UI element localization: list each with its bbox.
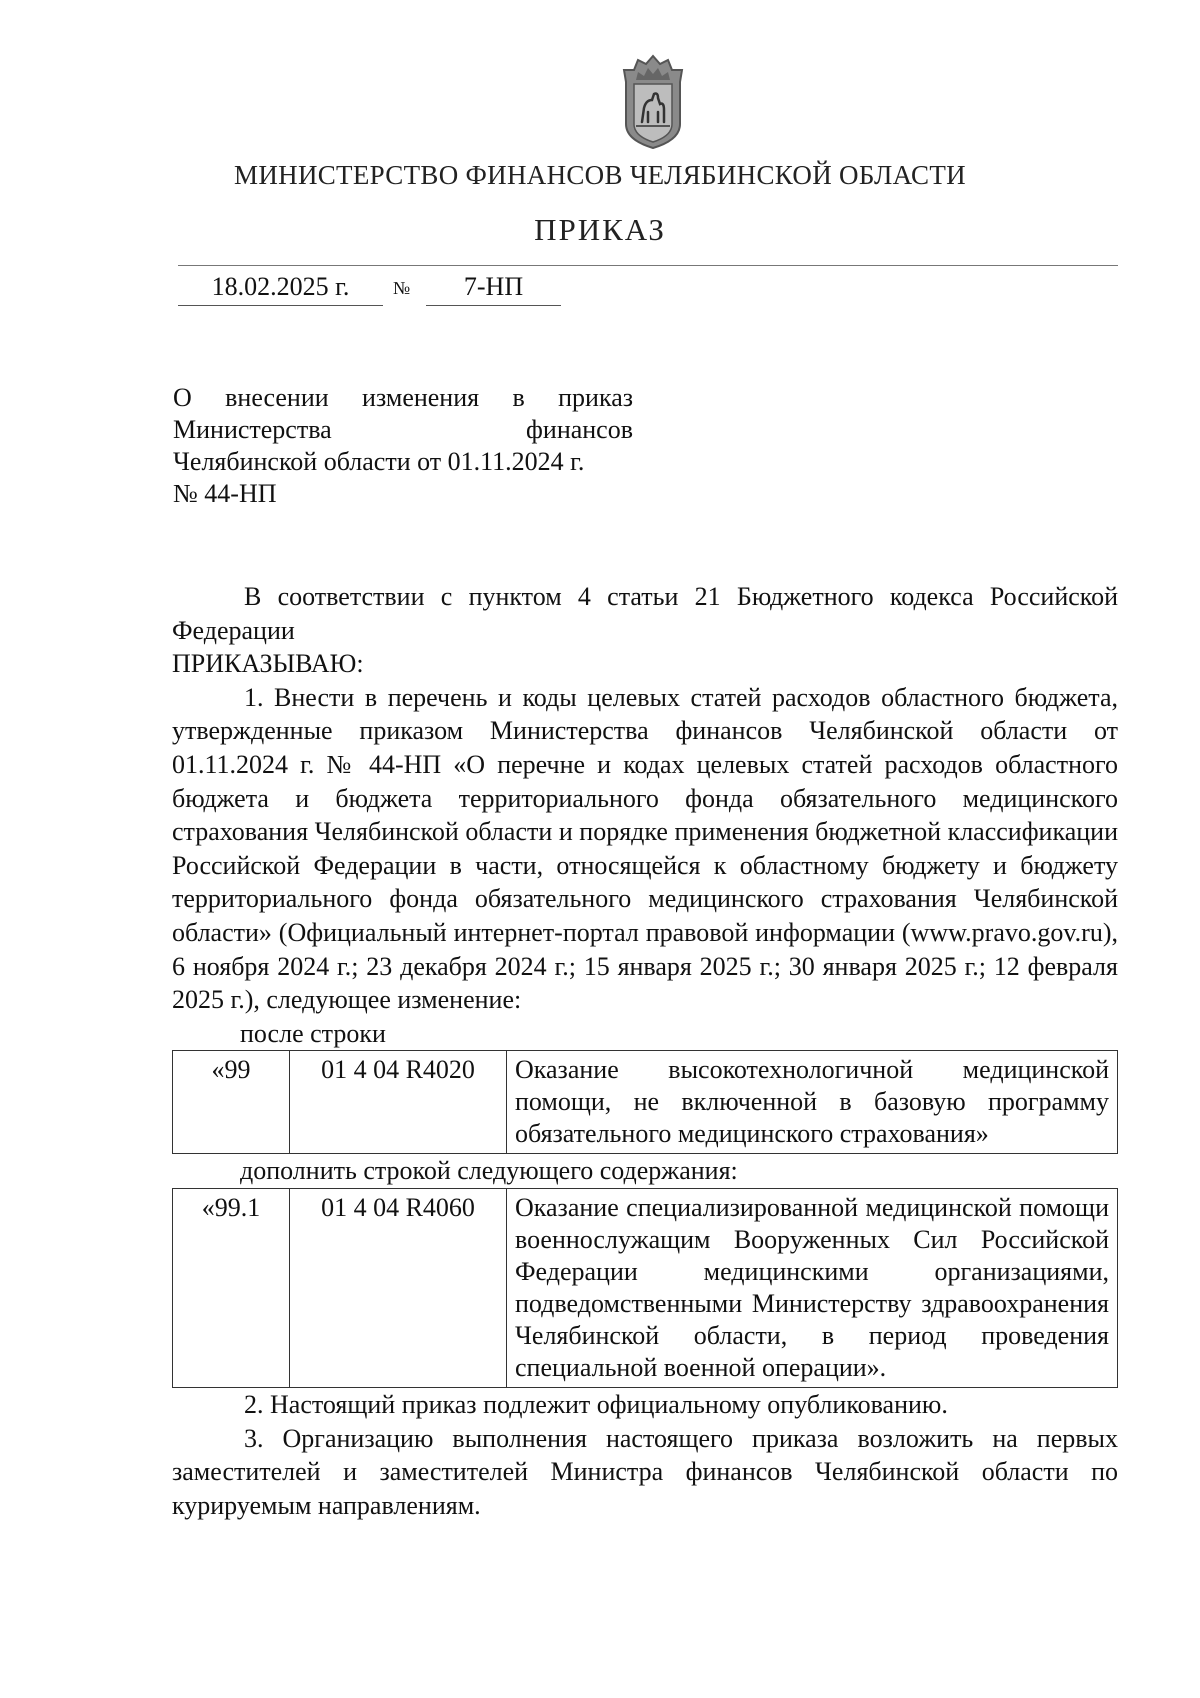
after-row-label: после строки xyxy=(240,1018,386,1048)
subject-line: О внесении изменения в приказ xyxy=(173,383,633,412)
coat-of-arms-emblem xyxy=(618,52,688,152)
subject-line: Министерства финансов xyxy=(173,415,633,444)
order-word: ПРИКАЗЫВАЮ: xyxy=(172,649,364,679)
item-2-paragraph: 2. Настоящий приказ подлежит официальному опубликованию. xyxy=(244,1389,948,1419)
table-row xyxy=(173,1188,1118,1387)
row-name-cell: Оказание высокотехнологичной медицинской помощи, не включенной в базовую программу обязательного медицинского страхования» xyxy=(507,1051,1118,1154)
date-number-line xyxy=(178,272,748,312)
add-row-label: дополнить строкой следующего содержания: xyxy=(240,1156,738,1186)
item-3-paragraph: 3. Организацию выполнения настоящего приказа возложить на первых заместителей и заместителей Министра финансов Челябинской области по курируемым направлениям. xyxy=(172,1423,1118,1520)
item-1-paragraph: 1. Внести в перечень и коды целевых статей расходов областного бюджета, утвержденные приказом Министерства финансов Челябинской области от 01.11.2024 г. № 44-НП «О перечне и кодах целевых статей расходов областного бюджета и бюджета территориального фонда обязательного медицинского страхования Челябинской области и порядке применения бюджетной классификации Российской Федерации в части, относящейся к областному бюджету и бюджету территориального фонда обязательного медицинского страхования Челябинской области» (Официальный интернет-портал правовой информации (www.pravo.gov.ru), 6 ноября 2024 г.; 23 декабря 2024 г.; 15 января 2025 г.; 30 января 2025 г.; 12 февраля 2025 г.), следующее изменение: xyxy=(172,682,1118,1015)
row-number-cell: «99.1 xyxy=(173,1188,290,1387)
row-number-cell: «99 xyxy=(173,1051,290,1154)
order-subject xyxy=(173,382,633,510)
subject-line: № 44-НП xyxy=(173,479,277,508)
ministry-name: МИНИСТЕРСТВО ФИНАНСОВ ЧЕЛЯБИНСКОЙ ОБЛАСТИ xyxy=(234,160,966,190)
row-code-cell: 01 4 04 R4020 xyxy=(290,1051,507,1154)
document-type: ПРИКАЗ xyxy=(534,212,666,247)
coat-of-arms-icon xyxy=(618,52,688,152)
row-name-cell: Оказание специализированной медицинской помощи военнослужащим Вооруженных Сил Российской Федерации медицинскими организациями, подведомственными Министерству здравоохранения Челябинской области, в период проведения специальной военной операции». xyxy=(507,1188,1118,1387)
row-code-cell: 01 4 04 R4060 xyxy=(290,1188,507,1387)
existing-row-table xyxy=(172,1050,1118,1154)
order-date: 18.02.2025 г. xyxy=(178,272,383,306)
number-sign: № xyxy=(393,278,411,298)
preamble-paragraph: В соответствии с пунктом 4 статьи 21 Бюджетного кодекса Российской Федерации xyxy=(172,582,1118,645)
order-number: 7-НП xyxy=(426,272,561,306)
subject-line: Челябинской области от 01.11.2024 г. xyxy=(173,447,585,476)
new-row-table xyxy=(172,1188,1118,1388)
header-divider xyxy=(178,265,1118,266)
table-row xyxy=(173,1051,1118,1154)
order-body xyxy=(172,580,1118,1522)
